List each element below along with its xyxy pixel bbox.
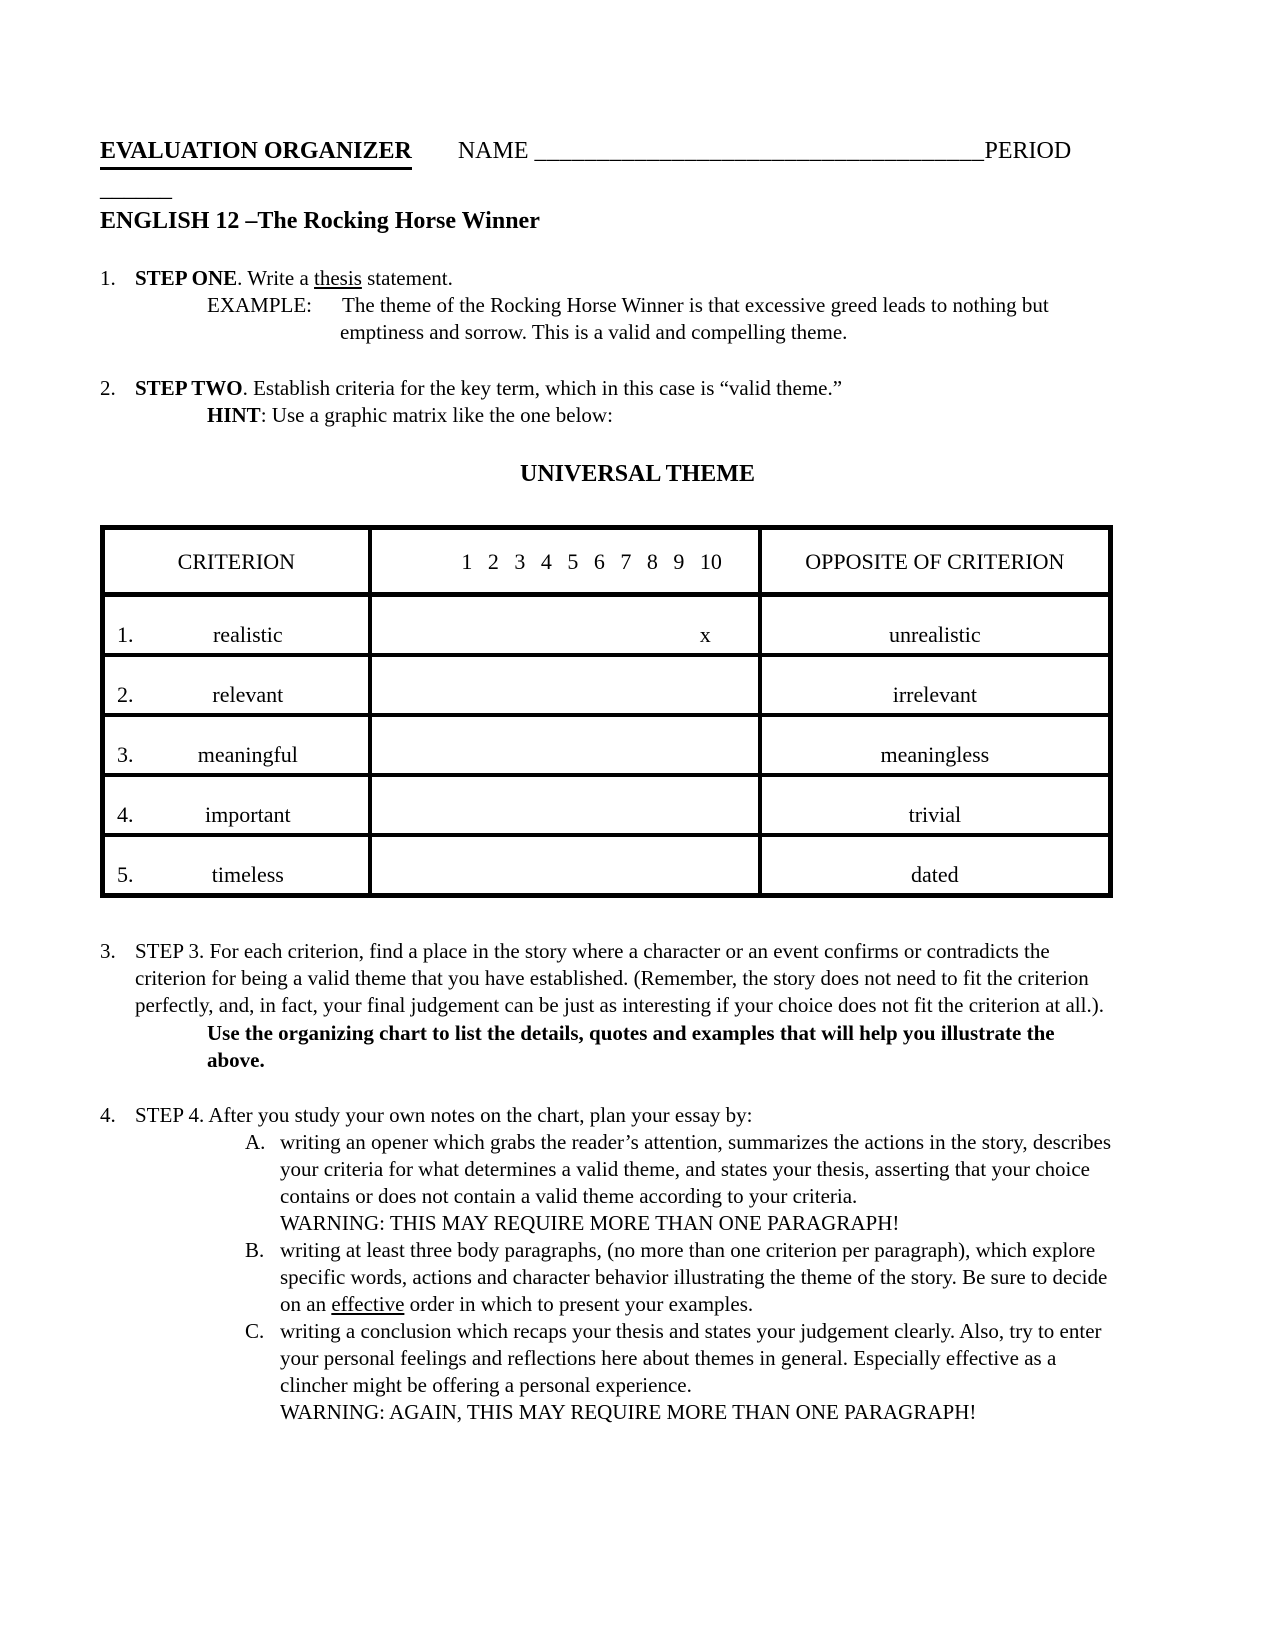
criterion-label: important bbox=[205, 802, 291, 827]
step-three-item bbox=[100, 938, 1113, 1074]
matrix-row-3 bbox=[103, 715, 1111, 775]
criterion-label: relevant bbox=[212, 682, 284, 707]
name-blank-line: ____________________________________ bbox=[534, 138, 985, 164]
step-one-number: 1. bbox=[100, 266, 116, 290]
thesis-underlined-word: thesis bbox=[314, 266, 362, 290]
item-b-text: writing at least three body paragraphs, (no more than one criterion per paragraph), which explore specific words, actions and character behavior illustrating the theme of the story. Be sure to decide on an effective order in which to present your examples. bbox=[280, 1238, 1108, 1316]
page-title: EVALUATION ORGANIZER bbox=[100, 136, 412, 170]
step-two-number: 2. bbox=[100, 376, 116, 400]
matrix-title: UNIVERSAL THEME bbox=[520, 461, 755, 487]
step-two-label: STEP TWO bbox=[135, 376, 243, 400]
opposite-label: dated bbox=[760, 835, 1111, 896]
row-number: 4. bbox=[117, 802, 134, 827]
essay-item-a bbox=[100, 1129, 1113, 1237]
row-number: 5. bbox=[117, 862, 134, 887]
example-label: EXAMPLE: bbox=[207, 293, 312, 317]
matrix-row-1 bbox=[103, 595, 1111, 656]
criterion-label: realistic bbox=[212, 622, 283, 647]
opposite-label: unrealistic bbox=[760, 595, 1111, 656]
period-blank-line: ______ bbox=[100, 176, 172, 202]
item-c-warning: WARNING: AGAIN, THIS MAY REQUIRE MORE THAN ONE PARAGRAPH! bbox=[280, 1400, 977, 1424]
essay-item-c bbox=[100, 1318, 1113, 1426]
period-label: PERIOD bbox=[984, 138, 1072, 164]
step-one-label: STEP ONE bbox=[135, 266, 238, 290]
scale-cell bbox=[370, 655, 760, 715]
step-four-number: 4. bbox=[100, 1103, 116, 1127]
hint-line: HINT: Use a graphic matrix like the one below: bbox=[207, 403, 613, 427]
step-two-item bbox=[100, 375, 1113, 429]
criterion-cell bbox=[103, 655, 370, 715]
matrix-row-4 bbox=[103, 775, 1111, 835]
criterion-label: timeless bbox=[211, 862, 284, 887]
row-number: 2. bbox=[117, 682, 134, 707]
step-two-text: STEP TWO. Establish criteria for the key term, which in this case is “valid theme.” bbox=[135, 376, 843, 400]
scale-cell bbox=[370, 715, 760, 775]
step-four-item bbox=[100, 1102, 1113, 1129]
example-paragraph bbox=[135, 292, 1113, 346]
criterion-cell bbox=[103, 835, 370, 896]
step-four-intro: STEP 4. After you study your own notes on the chart, plan your essay by: bbox=[135, 1103, 753, 1127]
criteria-matrix-table bbox=[100, 525, 1113, 898]
item-a-text: writing an opener which grabs the reader’s attention, summarizes the actions in the story, describes your criteria for what determines a valid theme, and states your thesis, asserting that your choice contains or does not contain a valid theme according to your criteria. bbox=[280, 1130, 1111, 1208]
opposite-label: meaningless bbox=[760, 715, 1111, 775]
item-c-letter: C. bbox=[245, 1319, 265, 1343]
criterion-label: meaningful bbox=[197, 742, 298, 767]
step-three-number: 3. bbox=[100, 939, 116, 963]
header-row bbox=[100, 136, 1113, 170]
criterion-cell bbox=[103, 775, 370, 835]
matrix-row-2 bbox=[103, 655, 1111, 715]
scale-cell bbox=[370, 595, 760, 656]
item-a-warning: WARNING: THIS MAY REQUIRE MORE THAN ONE PARAGRAPH! bbox=[280, 1211, 900, 1235]
effective-underlined-word: effective bbox=[331, 1292, 405, 1316]
scale-cell bbox=[370, 835, 760, 896]
opposite-label: irrelevant bbox=[760, 655, 1111, 715]
step-one-text: STEP ONE. Write a thesis statement. bbox=[135, 266, 453, 290]
example-text: The theme of the Rocking Horse Winner is that excessive greed leads to nothing but emptiness and sorrow. This is a valid and compelling theme. bbox=[340, 293, 1049, 344]
column-header-scale: 1 2 3 4 5 6 7 8 9 10 bbox=[370, 528, 760, 595]
step-one-item bbox=[100, 265, 1113, 346]
hint-label: HINT bbox=[207, 403, 261, 427]
row-number: 3. bbox=[117, 742, 134, 767]
row-number: 1. bbox=[117, 622, 134, 647]
step-three-text: STEP 3. For each criterion, find a place in the story where a character or an event confirms or contradicts the criterion for being a valid theme that you have established. (Remember, the story does not need to fit the criterion perfectly, and, in fact, your final judgement can be just as interesting if your choice does not fit the criterion at all.). bbox=[135, 939, 1104, 1017]
organizing-chart-note: Use the organizing chart to list the details, quotes and examples that will help you illustrate the above. bbox=[207, 1021, 1055, 1072]
course-subtitle: ENGLISH 12 –The Rocking Horse Winner bbox=[100, 208, 540, 234]
item-a-letter: A. bbox=[245, 1130, 266, 1154]
criterion-cell bbox=[103, 715, 370, 775]
matrix-row-5 bbox=[103, 835, 1111, 896]
essay-item-b bbox=[100, 1237, 1113, 1318]
criterion-cell bbox=[103, 595, 370, 656]
opposite-label: trivial bbox=[760, 775, 1111, 835]
item-b-letter: B. bbox=[245, 1238, 265, 1262]
matrix-header-row bbox=[103, 528, 1111, 595]
column-header-criterion: CRITERION bbox=[103, 528, 370, 595]
name-label: NAME bbox=[457, 138, 529, 164]
item-c-text: writing a conclusion which recaps your thesis and states your judgement clearly. Also, try to enter your personal feelings and reflections here about themes in general. Especially effective as a clincher might be offering a personal experience. bbox=[280, 1319, 1102, 1397]
scale-mark: x bbox=[699, 622, 711, 647]
column-header-opposite: OPPOSITE OF CRITERION bbox=[760, 528, 1111, 595]
scale-cell bbox=[370, 775, 760, 835]
